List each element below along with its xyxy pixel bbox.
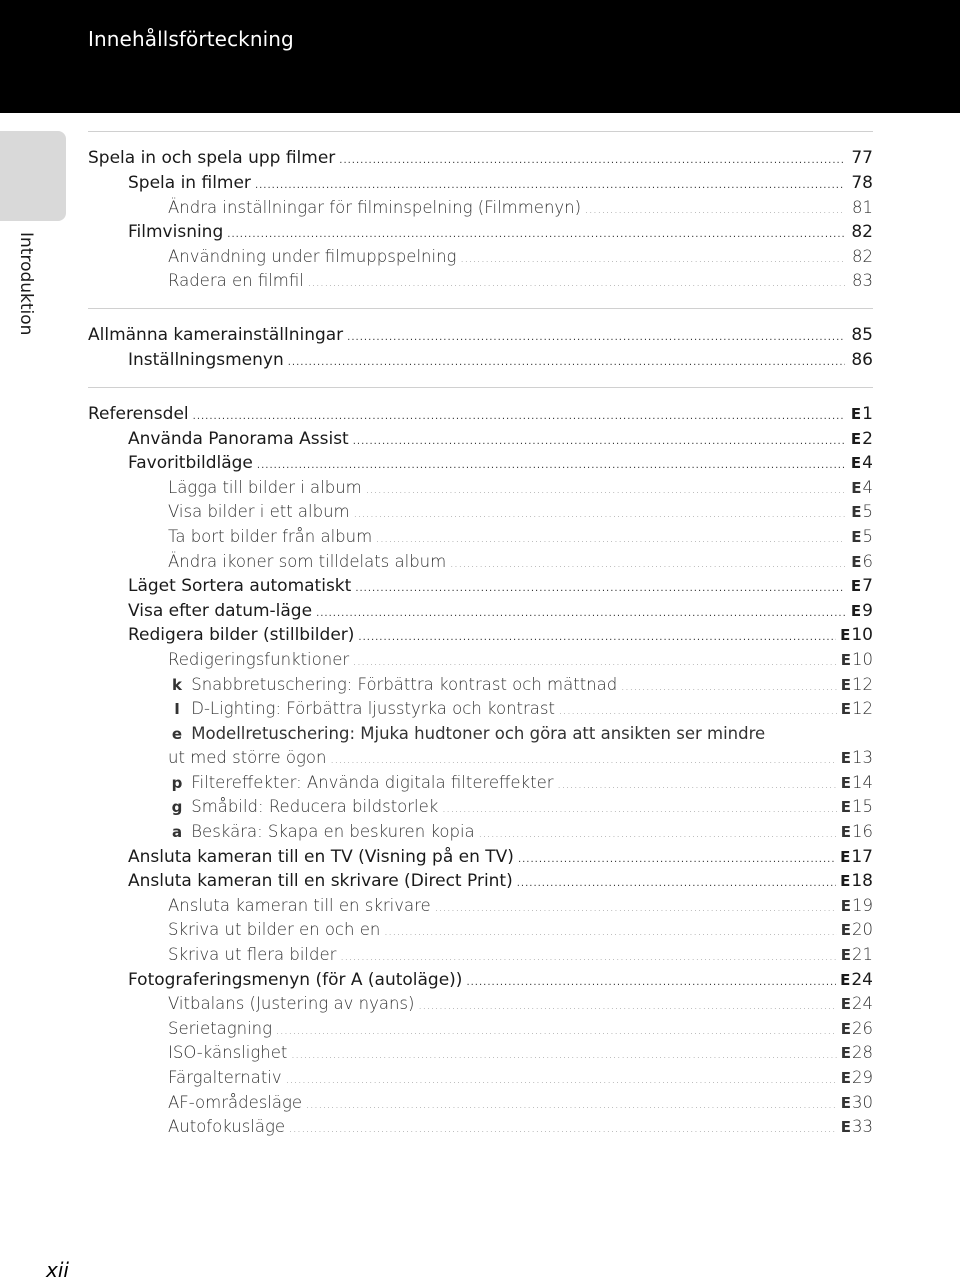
reference-section-icon: E (840, 675, 851, 694)
toc-entry[interactable] (88, 574, 873, 599)
toc-entry-title: Allmänna kamerainställningar (88, 324, 344, 345)
toc-entry-title: Skriva ut flera bilder (168, 945, 337, 965)
dot-leader (288, 351, 845, 376)
reference-section-icon: E (840, 700, 851, 719)
toc-entry[interactable] (88, 599, 873, 624)
toc-entry-page: E1 (849, 401, 873, 427)
toc-entry-page: E4 (849, 476, 873, 501)
toc-entry-title: Ansluta kameran till en skrivare (168, 895, 431, 915)
reference-section-icon: E (850, 577, 862, 596)
toc-entry-page: E4 (849, 451, 873, 476)
toc-entry-page: E19 (841, 894, 873, 919)
toc-entry[interactable] (88, 427, 873, 452)
toc-entry-title: Ta bort bilder från album (168, 526, 373, 546)
dot-leader (276, 1020, 837, 1045)
toc-entry-line[interactable] (88, 722, 873, 747)
mode-icon: e (171, 724, 183, 743)
dot-leader (517, 872, 836, 897)
page-header (0, 0, 960, 113)
reference-section-icon: E (840, 970, 851, 989)
dot-leader (291, 1044, 836, 1069)
toc-entry[interactable] (88, 220, 873, 245)
header-title: Innehållsförteckning (88, 27, 294, 51)
toc-entry-page: E12 (841, 697, 873, 722)
reference-section-icon: E (840, 823, 851, 842)
toc-entry[interactable] (88, 525, 873, 550)
reference-section-icon: E (840, 1118, 851, 1137)
toc-entry-title: Ändra ikoner som tilldelats album (168, 551, 447, 571)
toc-section (88, 308, 873, 387)
toc-entry-title: Ansluta kameran till en TV (Visning på en TV) (128, 846, 514, 867)
dot-leader (366, 479, 845, 504)
dot-leader (442, 798, 836, 823)
reference-section-icon: E (851, 478, 862, 497)
dot-leader (316, 602, 845, 627)
toc-entry[interactable] (88, 1041, 873, 1066)
toc-entry-page: E28 (841, 1041, 873, 1066)
toc-entry-page: E24 (841, 992, 873, 1017)
toc-entry[interactable] (88, 845, 873, 870)
reference-section-icon: E (840, 650, 851, 669)
toc-entry-page: E10 (840, 623, 873, 648)
toc-entry-page: E7 (849, 574, 873, 599)
toc-entry-title: Spela in filmer (128, 173, 251, 193)
toc-entry[interactable] (88, 648, 873, 673)
toc-entry-page: 81 (852, 197, 873, 217)
dot-leader (306, 1094, 837, 1119)
toc-entry-page: 77 (851, 148, 873, 168)
toc-entry-page: E29 (841, 1066, 873, 1091)
toc-entry-page: E5 (849, 500, 873, 525)
toc-entry-page: 82 (851, 222, 873, 243)
toc-entry-title: Filmvisning (128, 222, 224, 243)
toc-entry-title: ut med större ögon (168, 748, 327, 768)
dot-leader (558, 774, 837, 799)
dot-leader (358, 626, 836, 651)
toc-entry-page: E14 (841, 771, 873, 796)
dot-leader (384, 921, 836, 946)
toc-entry[interactable] (88, 145, 873, 171)
toc-entry-title: Läget Sortera automatiskt (128, 576, 352, 597)
toc-entry[interactable] (88, 697, 873, 722)
toc-entry-page: E6 (849, 550, 873, 575)
toc-entry[interactable] (88, 1066, 873, 1091)
toc-entry-title: Referensdel (88, 403, 189, 424)
reference-section-icon: E (840, 872, 851, 891)
toc-entry-page: E13 (841, 746, 873, 771)
reference-section-icon: E (851, 552, 862, 571)
reference-section-icon: E (840, 995, 851, 1014)
toc-entry-title: Vitbalans (Justering av nyans) (168, 994, 415, 1014)
toc-entry-title: Visa bilder i ett album (168, 502, 350, 522)
toc-entry-page: E17 (840, 845, 873, 870)
toc-entry-title: Redigera bilder (stillbilder) (128, 625, 355, 646)
mode-icon: p (171, 773, 183, 792)
toc-entry-title: Användning under filmuppspelning (168, 246, 457, 266)
toc-entry-title: ISO-känslighet (168, 1043, 288, 1063)
toc-entry[interactable] (88, 820, 873, 845)
reference-section-icon: E (840, 749, 851, 768)
toc-entry-title: Ändra inställningar för filminspelning (Filmmenyn) (168, 197, 582, 217)
toc-entry-page: E18 (840, 869, 873, 894)
reference-section-icon: E (840, 773, 851, 792)
toc-entry[interactable] (88, 795, 873, 820)
dot-leader (450, 553, 845, 578)
toc-entry[interactable] (88, 401, 873, 427)
toc-entry-page: 83 (852, 271, 873, 291)
toc-entry[interactable] (88, 918, 873, 943)
dot-leader (559, 700, 837, 725)
toc-entry-title: Visa efter datum-läge (128, 600, 313, 621)
toc-entry[interactable] (88, 550, 873, 575)
toc-entry[interactable] (88, 196, 873, 221)
reference-section-icon: E (851, 527, 862, 546)
reference-section-icon: E (850, 454, 862, 473)
reference-section-icon: E (840, 1044, 851, 1063)
toc-section (88, 131, 873, 308)
toc-entry-title: Radera en filmfil (168, 271, 304, 291)
reference-section-icon: E (840, 1019, 851, 1038)
toc-entry[interactable] (88, 943, 873, 968)
toc-entry[interactable] (88, 894, 873, 919)
toc-entry-title: I D-Lighting: Förbättra ljusstyrka och kontrast (168, 697, 555, 722)
toc-entry-title: Inställningsmenyn (128, 349, 284, 370)
dot-leader (354, 503, 845, 528)
table-of-contents (88, 131, 873, 1154)
toc-entry-title: Serietagning (168, 1018, 273, 1038)
mode-icon: I (174, 700, 180, 719)
toc-entry-page: E33 (841, 1115, 873, 1140)
reference-section-icon: E (840, 1069, 851, 1087)
dot-leader (376, 528, 845, 553)
dot-leader (466, 971, 836, 996)
dot-leader (353, 430, 845, 455)
reference-section-icon: E (840, 798, 851, 817)
toc-entry[interactable] (88, 771, 873, 796)
toc-entry-title: Favoritbildläge (128, 453, 253, 474)
side-tab-label[interactable]: Introduktion (16, 232, 36, 336)
toc-entry-page: E26 (841, 1017, 873, 1042)
toc-entry-title: Fotograferingsmenyn (för A (autoläge)) (128, 969, 463, 990)
dot-leader (286, 1069, 837, 1094)
toc-entry-title: AF-områdesläge (168, 1092, 303, 1112)
toc-entry[interactable] (88, 245, 873, 270)
toc-entry-page: 85 (851, 324, 873, 345)
dot-leader (435, 897, 837, 922)
toc-entry-title: Autofokusläge (168, 1117, 286, 1137)
dot-leader (339, 148, 845, 174)
page-number: xii (46, 1258, 69, 1282)
dot-leader (355, 577, 845, 602)
toc-entry[interactable] (88, 1115, 873, 1140)
reference-section-icon: E (840, 946, 851, 965)
toc-entry-title: Använda Panorama Assist (128, 428, 349, 449)
dot-leader (347, 325, 845, 351)
toc-entry-page: E12 (841, 673, 873, 698)
toc-entry-page: 86 (851, 349, 873, 370)
toc-entry-page: E5 (849, 525, 873, 550)
toc-entry[interactable] (88, 1017, 873, 1042)
dot-leader (585, 199, 845, 224)
mode-icon: a (171, 823, 183, 842)
toc-entry[interactable] (88, 500, 873, 525)
dot-leader (518, 848, 836, 873)
reference-section-icon: E (850, 601, 862, 620)
toc-entry[interactable] (88, 968, 873, 993)
toc-entry-page: 78 (851, 173, 873, 193)
dot-leader (621, 676, 837, 701)
dot-leader (479, 823, 837, 848)
toc-entry[interactable] (88, 348, 873, 373)
toc-entry-title: g Småbild: Reducera bildstorlek (168, 795, 438, 820)
dot-leader (418, 995, 836, 1020)
dot-leader (289, 1118, 837, 1143)
toc-entry[interactable] (88, 623, 873, 648)
dot-leader (308, 272, 845, 297)
reference-section-icon: E (840, 1093, 851, 1112)
toc-entry[interactable] (88, 992, 873, 1017)
toc-entry[interactable] (88, 269, 873, 294)
toc-entry-page: E10 (841, 648, 873, 673)
toc-entry-page: E2 (849, 427, 873, 452)
toc-entry[interactable] (88, 171, 873, 196)
dot-leader (460, 248, 845, 273)
reference-section-icon: E (840, 847, 851, 866)
toc-entry-title: a Beskära: Skapa en beskuren kopia (168, 820, 475, 845)
toc-entry[interactable] (88, 476, 873, 501)
reference-section-icon: E (850, 429, 862, 448)
toc-entry-page: E16 (841, 820, 873, 845)
reference-section-icon: E (850, 404, 862, 423)
toc-entry-page: E9 (849, 599, 873, 624)
mode-icon: k (172, 675, 182, 694)
toc-entry-title: Spela in och spela upp filmer (88, 148, 336, 168)
side-tab-indicator (0, 131, 66, 221)
toc-entry-title: Ansluta kameran till en skrivare (Direct Print) (128, 871, 513, 892)
toc-entry-title: Modellretuschering: Mjuka hudtoner och göra att ansikten ser mindre (191, 723, 766, 743)
reference-section-icon: E (840, 626, 851, 645)
toc-entry-title: p Filtereffekter: Använda digitala filtereffekter (168, 771, 554, 796)
toc-entry-title: k Snabbretuschering: Förbättra kontrast och mättnad (168, 673, 617, 698)
toc-entry-page: E20 (841, 918, 873, 943)
toc-section (88, 387, 873, 1154)
toc-entry-page: E30 (841, 1091, 873, 1116)
toc-entry[interactable] (88, 869, 873, 894)
toc-entry-title: Färgalternativ (168, 1068, 282, 1087)
toc-entry-page: E21 (841, 943, 873, 968)
reference-section-icon: E (840, 896, 851, 915)
toc-entry[interactable] (88, 1091, 873, 1116)
toc-entry-title: Lägga till bilder i album (168, 477, 362, 497)
toc-entry-title: Redigeringsfunktioner (168, 649, 350, 669)
toc-entry[interactable] (88, 673, 873, 698)
toc-entry-page: E15 (841, 795, 873, 820)
toc-entry[interactable] (88, 451, 873, 476)
toc-entry-page: 82 (852, 246, 873, 266)
toc-entry[interactable] (88, 746, 873, 771)
mode-icon: g (171, 798, 183, 817)
reference-section-icon: E (840, 921, 851, 940)
reference-section-icon: E (851, 503, 862, 522)
toc-entry-page: E24 (840, 968, 873, 993)
toc-entry-title: Skriva ut bilder en och en (168, 920, 381, 940)
toc-entry[interactable] (88, 322, 873, 348)
